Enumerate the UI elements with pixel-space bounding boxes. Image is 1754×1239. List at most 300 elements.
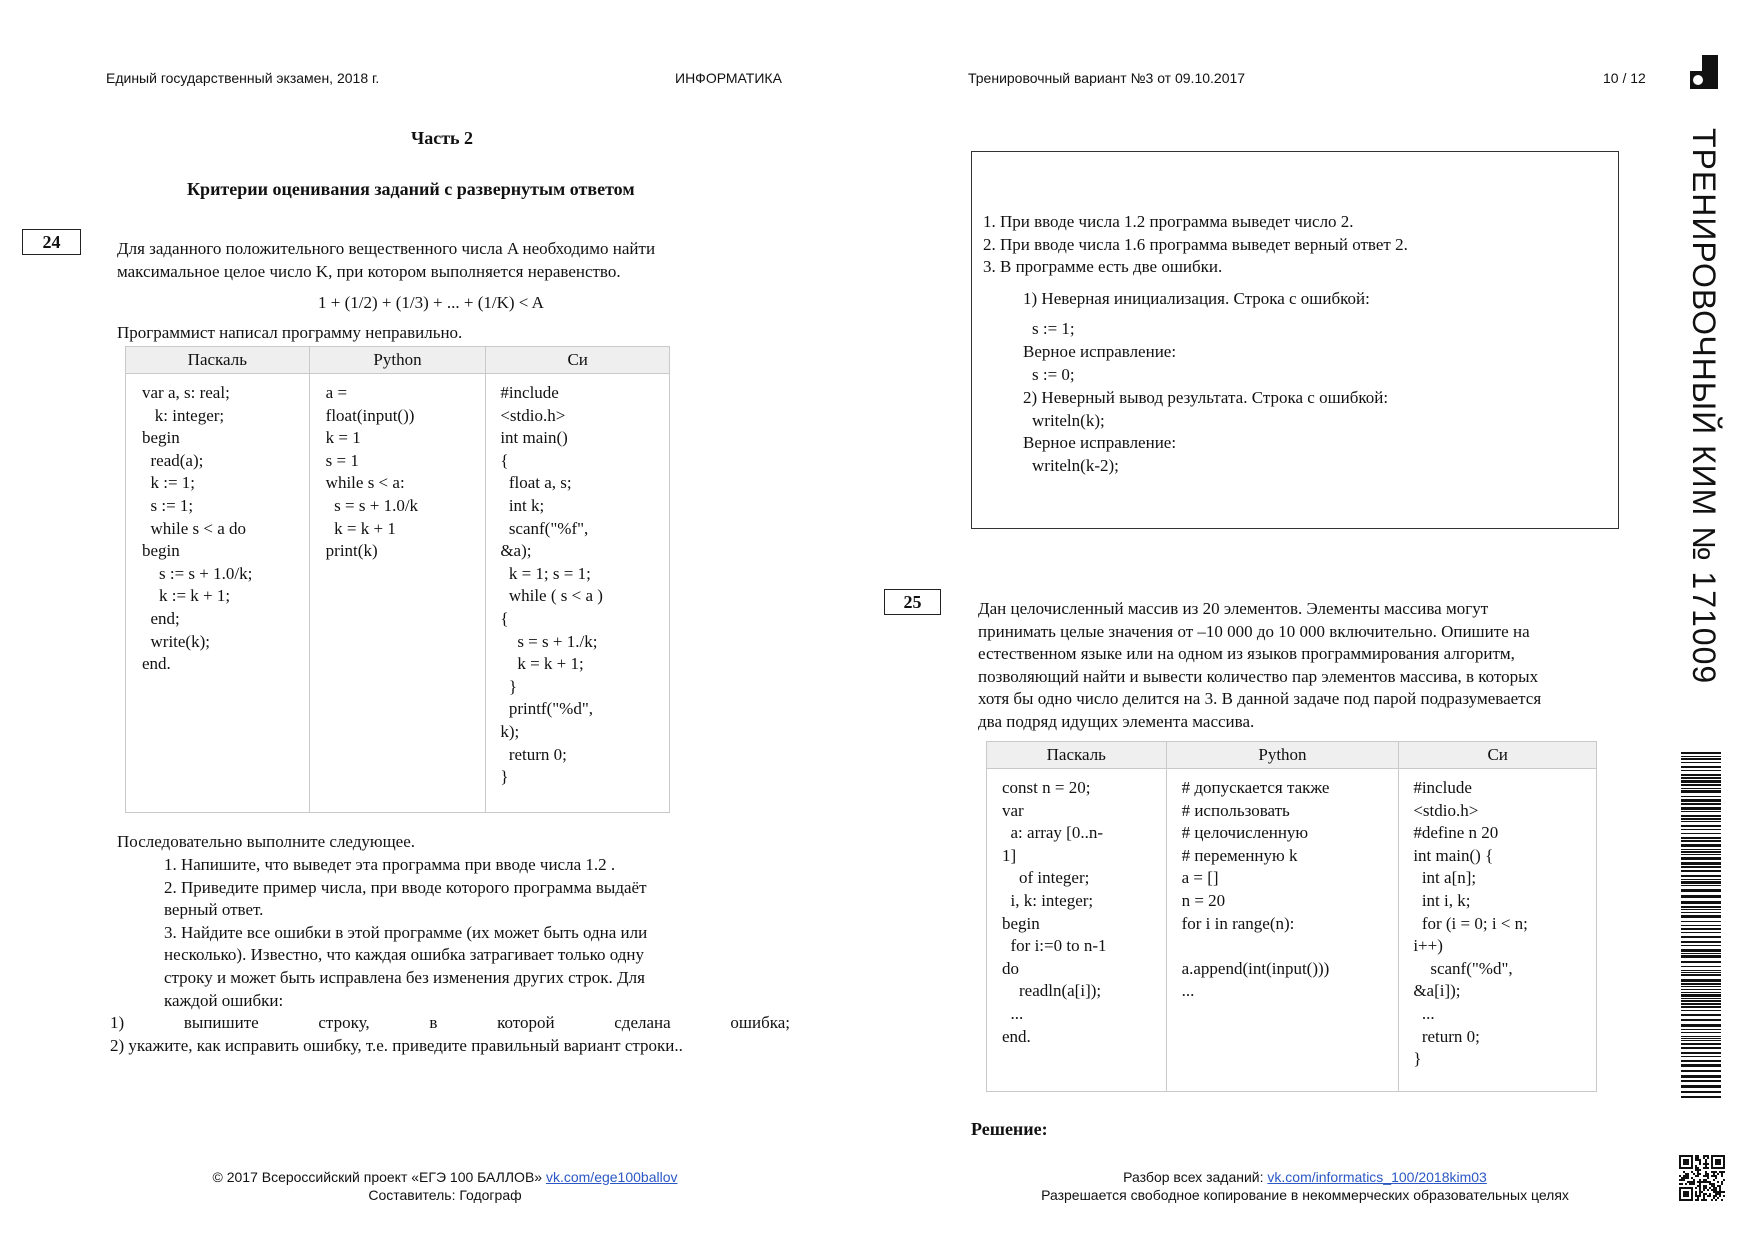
barcode-bar — [1681, 1000, 1721, 1002]
qr-module — [1709, 1187, 1711, 1189]
solution-error-2-line: writeln(k); — [1032, 411, 1105, 430]
qr-module — [1685, 1183, 1687, 1185]
footer-license: Разрешается свободное копирование в некоммерческих образовательных целях — [1041, 1187, 1569, 1203]
qr-module — [1695, 1193, 1697, 1195]
code-line: var — [1002, 800, 1024, 820]
footer-vk-link[interactable]: vk.com/ege100ballov — [545, 1169, 678, 1185]
qr-module — [1719, 1193, 1721, 1195]
qr-module — [1715, 1175, 1717, 1177]
solution-line: 3. В программе есть две ошибки. — [983, 257, 1223, 277]
qr-module — [1699, 1179, 1701, 1181]
qr-module — [1695, 1199, 1697, 1201]
c-code-cell — [486, 374, 670, 813]
qr-module — [1699, 1185, 1701, 1187]
qr-module — [1699, 1189, 1701, 1191]
barcode-bar — [1681, 849, 1721, 850]
qr-module — [1685, 1175, 1687, 1177]
qr-module — [1719, 1189, 1721, 1191]
code-line: scanf("%d", — [1413, 958, 1513, 978]
barcode-bar — [1681, 1043, 1721, 1045]
table-header-row — [126, 347, 670, 374]
qr-module — [1695, 1157, 1697, 1159]
code-line: scanf("%f", — [500, 518, 589, 538]
qr-module — [1707, 1189, 1709, 1191]
qr-module — [1695, 1187, 1697, 1189]
qr-module — [1713, 1189, 1715, 1191]
barcode-bar — [1681, 974, 1721, 976]
task-24-step-line: 1. Напишите, что выведет эта программа при вводе числа 1.2 . — [164, 855, 616, 874]
solution-error-2-title: 2) Неверный вывод результата. Строка с ошибкой: — [1023, 388, 1389, 407]
barcode-bar — [1681, 1032, 1721, 1033]
qr-code — [1679, 1155, 1725, 1201]
qr-module — [1721, 1191, 1723, 1193]
barcode-bar — [1681, 796, 1721, 797]
barcode-bar — [1681, 1003, 1721, 1005]
qr-module — [1681, 1183, 1683, 1185]
python-code-cell — [1166, 769, 1399, 1092]
code-line: # целочисленную — [1181, 823, 1309, 843]
qr-module — [1717, 1181, 1719, 1183]
qr-module — [1699, 1191, 1701, 1193]
barcode-bar — [1681, 1010, 1721, 1011]
barcode-bar — [1681, 774, 1721, 776]
qr-module — [1679, 1179, 1681, 1181]
task-25-text-line: хотя бы одно число делится на 3. В данной задаче под парой подразумевается — [978, 689, 1542, 709]
qr-module — [1705, 1179, 1707, 1181]
barcode-bar — [1681, 955, 1721, 958]
barcode-bar — [1681, 840, 1721, 842]
task-25-text-line: два подряд идущих элемента массива. — [978, 711, 1255, 731]
header-exam-title: Единый государственный экзамен, 2018 г. — [106, 70, 380, 86]
qr-code-icon — [1679, 1155, 1725, 1201]
barcode-bar — [1681, 915, 1721, 918]
qr-module — [1715, 1195, 1717, 1197]
qr-module — [1713, 1197, 1715, 1199]
code-line: int i, k; — [1413, 890, 1471, 910]
barcode-bar — [1681, 752, 1721, 754]
column-header-pascal: Паскаль — [987, 742, 1167, 769]
qr-module — [1707, 1175, 1709, 1177]
barcode-bar — [1681, 784, 1721, 786]
qr-module — [1689, 1181, 1691, 1183]
code-line: readln(a[i]); — [1002, 981, 1102, 1001]
barcode-bar — [1681, 1075, 1721, 1078]
barcode-bar — [1681, 1006, 1721, 1008]
code-line: int a[n]; — [1413, 868, 1477, 888]
barcode-bar — [1681, 936, 1721, 938]
code-line: n = 20 — [1181, 890, 1226, 910]
qr-module — [1695, 1155, 1697, 1157]
barcode-bar — [1681, 906, 1721, 908]
barcode-bar — [1681, 825, 1721, 827]
solution-fix-2-line: writeln(k-2); — [1032, 456, 1119, 475]
qr-module — [1705, 1163, 1707, 1165]
barcode-bar — [1681, 895, 1721, 898]
qr-module — [1721, 1175, 1723, 1177]
qr-module — [1695, 1167, 1697, 1169]
barcode-bar — [1681, 949, 1721, 952]
qr-module — [1707, 1163, 1709, 1165]
qr-module — [1705, 1173, 1707, 1175]
code-line: a = — [325, 383, 348, 402]
code-line: while ( s < a ) — [500, 586, 603, 606]
task-24-number: 24 — [22, 229, 81, 255]
qr-module — [1715, 1177, 1717, 1179]
qr-module — [1687, 1177, 1689, 1179]
barcode-bar — [1681, 994, 1721, 997]
qr-module — [1717, 1193, 1719, 1195]
qr-module — [1711, 1185, 1713, 1187]
qr-module — [1713, 1191, 1715, 1193]
qr-module — [1701, 1199, 1703, 1201]
pascal-code-cell — [126, 374, 310, 813]
code-line: do — [1002, 958, 1019, 978]
qr-module — [1699, 1195, 1701, 1197]
qr-module — [1717, 1173, 1719, 1175]
qr-module — [1679, 1183, 1681, 1185]
barcode-bar — [1681, 807, 1721, 810]
qr-module — [1719, 1187, 1721, 1189]
qr-module — [1715, 1189, 1717, 1191]
barcode-bar — [1681, 833, 1721, 834]
qr-module — [1723, 1191, 1725, 1193]
qr-module — [1713, 1173, 1715, 1175]
barcode-bar — [1681, 1040, 1721, 1041]
qr-module — [1707, 1195, 1709, 1197]
code-line: for i in range(n): — [1181, 913, 1295, 933]
qr-module — [1713, 1187, 1715, 1189]
column-header-c: Си — [1399, 742, 1597, 769]
barcode-bar — [1681, 972, 1721, 973]
code-line: <stdio.h> — [1413, 800, 1479, 820]
criteria-title: Критерии оценивания заданий с развернутым ответом — [187, 179, 635, 199]
barcode-bar — [1681, 777, 1721, 779]
task-24-step-line: 2. Приведите пример числа, при вводе которого программа выдаёт — [164, 877, 647, 897]
footer-left — [205, 1168, 685, 1204]
barcode-bar — [1681, 1060, 1721, 1062]
code-line: s = s + 1.0/k — [325, 495, 419, 515]
side-kim-title: ТРЕНИРОВОЧНЫЙ КИМ № 171009 — [1686, 128, 1722, 685]
code-line: k := 1; — [142, 473, 196, 493]
qr-module — [1683, 1177, 1685, 1179]
code-line: k); — [500, 721, 520, 741]
barcode-bar — [1681, 1014, 1721, 1016]
corner-logo — [1690, 55, 1718, 89]
qr-module — [1691, 1177, 1693, 1179]
qr-module — [1697, 1195, 1699, 1197]
c-code-cell — [1399, 769, 1597, 1092]
code-line: &a); — [500, 541, 532, 561]
qr-module — [1697, 1171, 1699, 1173]
qr-module — [1687, 1175, 1689, 1177]
qr-module — [1703, 1195, 1705, 1197]
qr-module — [1721, 1181, 1723, 1183]
code-line: begin — [142, 541, 180, 561]
code-line: k = 1; s = 1; — [500, 563, 591, 583]
code-line: # использовать — [1181, 800, 1290, 820]
qr-module — [1721, 1173, 1723, 1175]
barcode-bar — [1681, 901, 1721, 904]
qr-module — [1703, 1193, 1705, 1195]
barcode-bar — [1681, 837, 1721, 839]
code-line: a: array [0..n- — [1002, 823, 1104, 843]
qr-module — [1705, 1185, 1707, 1187]
qr-module — [1705, 1159, 1707, 1161]
qr-module — [1701, 1191, 1703, 1193]
task-25-code-table — [986, 741, 1597, 1092]
qr-module — [1683, 1171, 1685, 1173]
barcode-bar — [1681, 1019, 1721, 1021]
code-line: k = 1 — [325, 428, 361, 448]
barcode-bar — [1681, 1096, 1721, 1098]
word: строку, — [318, 1013, 370, 1032]
corner-logo-icon — [1690, 55, 1718, 89]
barcode-bar — [1681, 844, 1721, 847]
qr-module — [1705, 1181, 1707, 1183]
qr-module — [1683, 1175, 1685, 1177]
qr-module — [1705, 1187, 1707, 1189]
barcode-bar — [1681, 803, 1721, 805]
code-line: printf("%d", — [500, 699, 594, 719]
qr-module — [1715, 1171, 1717, 1173]
code-line: ... — [1181, 981, 1195, 1001]
code-line: s = s + 1./k; — [500, 631, 598, 651]
code-line: for i:=0 to n-1 — [1002, 936, 1107, 956]
barcode-bar — [1681, 925, 1721, 926]
qr-module — [1703, 1189, 1705, 1191]
task-25-text-line: естественном языке или на одном из языков программирования алгоритм, — [978, 644, 1515, 664]
task-24-step-line: строку и может быть исправлена без изменения других строк. Для — [164, 967, 645, 987]
qr-module — [1713, 1195, 1715, 1197]
code-line: s = 1 — [325, 450, 359, 470]
qr-module — [1703, 1175, 1705, 1177]
qr-module — [1703, 1197, 1705, 1199]
barcode-bar — [1681, 998, 1721, 999]
qr-module — [1703, 1155, 1705, 1157]
code-line: s := s + 1.0/k; — [142, 563, 253, 583]
barcode-bar — [1681, 909, 1721, 910]
barcode-bar — [1681, 1052, 1721, 1054]
barcode-bar — [1681, 983, 1721, 985]
code-line: } — [500, 676, 517, 696]
qr-module — [1713, 1183, 1715, 1185]
qr-module — [1721, 1171, 1723, 1173]
code-line: s := 1; — [142, 495, 194, 515]
task-24-intro-line: максимальное целое число K, при котором выполняется неравенство. — [117, 261, 621, 281]
qr-module — [1683, 1159, 1689, 1165]
qr-module — [1707, 1181, 1709, 1183]
qr-module — [1695, 1165, 1697, 1167]
qr-module — [1705, 1171, 1707, 1173]
qr-module — [1697, 1167, 1699, 1169]
barcode-bar — [1681, 870, 1721, 872]
code-line: #define n 20 — [1413, 823, 1499, 843]
table-header-row — [987, 742, 1597, 769]
barcode-bar — [1681, 1029, 1721, 1030]
qr-module — [1689, 1183, 1691, 1185]
qr-module — [1681, 1177, 1683, 1179]
qr-module — [1721, 1183, 1723, 1185]
barcode-bar — [1681, 1091, 1721, 1093]
barcode-bar — [1681, 879, 1721, 880]
qr-module — [1687, 1173, 1689, 1175]
task-24-step-line: несколько). Известно, что каждая ошибка затрагивает только одну — [164, 945, 645, 965]
word: которой — [497, 1013, 555, 1032]
task-25-text-line: принимать целые значения от –10 000 до 10 000 включительно. Опишите на — [978, 621, 1530, 641]
footer-review-label: Разбор всех заданий: — [1123, 1169, 1264, 1185]
qr-module — [1721, 1199, 1723, 1201]
barcode-bar — [1681, 815, 1721, 817]
part-title: Часть 2 — [411, 128, 474, 148]
column-header-pascal: Паскаль — [126, 347, 310, 374]
barcode-bar — [1681, 762, 1721, 763]
solution-fix-2-label: Верное исправление: — [1023, 433, 1177, 452]
barcode-bar — [1681, 766, 1721, 768]
task-24-programmer-note: Программист написал программу неправильно. — [117, 323, 463, 342]
qr-module — [1695, 1195, 1697, 1197]
qr-module — [1723, 1171, 1725, 1173]
code-line: a.append(int(input())) — [1181, 958, 1330, 978]
table-code-row — [126, 374, 670, 813]
qr-module — [1697, 1155, 1699, 1157]
qr-module — [1697, 1197, 1699, 1199]
code-line: float a, s; — [500, 473, 572, 493]
barcode-icon — [1681, 752, 1721, 1100]
code-line: &a[i]); — [1413, 981, 1461, 1001]
qr-module — [1687, 1181, 1689, 1183]
code-line: 1] — [1002, 845, 1017, 865]
qr-module — [1707, 1155, 1709, 1157]
task-24-steps — [164, 854, 784, 1012]
column-header-c: Си — [486, 347, 670, 374]
barcode-bar — [1681, 970, 1721, 971]
barcode-bar — [1681, 811, 1721, 812]
qr-module — [1705, 1161, 1707, 1163]
qr-module — [1699, 1181, 1701, 1183]
qr-module — [1713, 1175, 1715, 1177]
qr-module — [1693, 1183, 1695, 1185]
barcode-bar — [1681, 1024, 1721, 1027]
code-line: print(k) — [325, 541, 378, 561]
qr-module — [1715, 1193, 1717, 1195]
code-line: end. — [1002, 1026, 1031, 1046]
qr-module — [1699, 1173, 1701, 1175]
qr-module — [1719, 1185, 1721, 1187]
task-25-text-line: Дан целочисленный массив из 20 элементов. Элементы массива могут — [978, 599, 1489, 618]
qr-module — [1695, 1175, 1697, 1177]
barcode-bar — [1681, 1085, 1721, 1088]
qr-module — [1705, 1167, 1707, 1169]
qr-module — [1681, 1179, 1683, 1181]
barcode-bar — [1681, 862, 1721, 865]
barcode-bar — [1681, 889, 1721, 892]
barcode-bar — [1681, 912, 1721, 913]
qr-module — [1699, 1193, 1701, 1195]
barcode-bar — [1681, 1070, 1721, 1072]
barcode-bar — [1681, 851, 1721, 853]
barcode-bar — [1681, 881, 1721, 884]
solution-fix-1-line: s := 0; — [1032, 365, 1075, 384]
code-line: i, k: integer; — [1002, 890, 1094, 910]
qr-module — [1697, 1157, 1699, 1159]
footer-author: Составитель: Годограф — [368, 1187, 522, 1203]
code-line: begin — [142, 428, 180, 448]
qr-module — [1723, 1179, 1725, 1181]
barcode-bar — [1681, 945, 1721, 946]
barcode-bar — [1681, 961, 1721, 963]
qr-module — [1713, 1185, 1715, 1187]
code-line: k: integer; — [142, 405, 225, 425]
qr-module — [1693, 1179, 1695, 1181]
barcode-bar — [1681, 756, 1721, 757]
qr-module — [1709, 1195, 1711, 1197]
code-line: var a, s: real; — [142, 383, 230, 402]
barcode-bar — [1681, 818, 1721, 820]
footer-review-link[interactable]: vk.com/informatics_100/2018kim03 — [1267, 1169, 1487, 1185]
barcode-bar — [1681, 866, 1721, 868]
code-line: return 0; — [500, 744, 567, 764]
code-line: { — [500, 450, 509, 470]
qr-module — [1699, 1187, 1701, 1189]
code-line: int main() — [500, 428, 568, 448]
qr-module — [1691, 1181, 1693, 1183]
solution-line: 1. При вводе числа 1.2 программа выведет число 2. — [983, 212, 1354, 231]
qr-module — [1697, 1169, 1699, 1171]
code-line: #include — [1413, 778, 1472, 797]
qr-module — [1703, 1181, 1705, 1183]
barcode-bar — [1681, 857, 1721, 860]
code-line: <stdio.h> — [500, 405, 566, 425]
task-25-number: 25 — [884, 589, 941, 615]
qr-module — [1693, 1181, 1695, 1183]
qr-module — [1709, 1181, 1711, 1183]
qr-module — [1695, 1191, 1697, 1193]
qr-module — [1697, 1175, 1699, 1177]
task-24-intro — [117, 238, 777, 283]
qr-module — [1719, 1191, 1721, 1193]
barcode-bar — [1681, 885, 1721, 886]
word: выпишите — [183, 1013, 259, 1032]
qr-module — [1699, 1161, 1701, 1163]
code-line: return 0; — [1413, 1026, 1480, 1046]
qr-module — [1703, 1167, 1705, 1169]
word: сделана — [614, 1013, 671, 1032]
qr-module — [1723, 1195, 1725, 1197]
code-line: k = k + 1 — [325, 518, 396, 538]
task-24-last-line: 2) укажите, как исправить ошибку, т.е. приведите правильный вариант строки.. — [110, 1036, 683, 1055]
task-25-text-line: позволяющий найти и вывести количество пар элементов массива, в которых — [978, 666, 1539, 686]
qr-module — [1705, 1199, 1707, 1201]
barcode-bar — [1681, 799, 1721, 802]
qr-module — [1691, 1171, 1693, 1173]
qr-module — [1697, 1173, 1699, 1175]
qr-module — [1711, 1175, 1713, 1177]
qr-module — [1711, 1199, 1713, 1201]
qr-module — [1707, 1167, 1709, 1169]
barcode-bar — [1681, 1064, 1721, 1067]
code-line: int main() { — [1413, 845, 1494, 865]
task-24-code-table — [125, 346, 670, 813]
barcode-bar — [1681, 992, 1721, 993]
qr-module — [1699, 1183, 1701, 1185]
footer-left-line1 — [205, 1168, 685, 1186]
table-code-row — [987, 769, 1597, 1092]
qr-module — [1685, 1173, 1687, 1175]
barcode-bar — [1681, 979, 1721, 982]
qr-module — [1713, 1171, 1715, 1173]
qr-module — [1703, 1157, 1705, 1159]
qr-module — [1679, 1175, 1681, 1177]
